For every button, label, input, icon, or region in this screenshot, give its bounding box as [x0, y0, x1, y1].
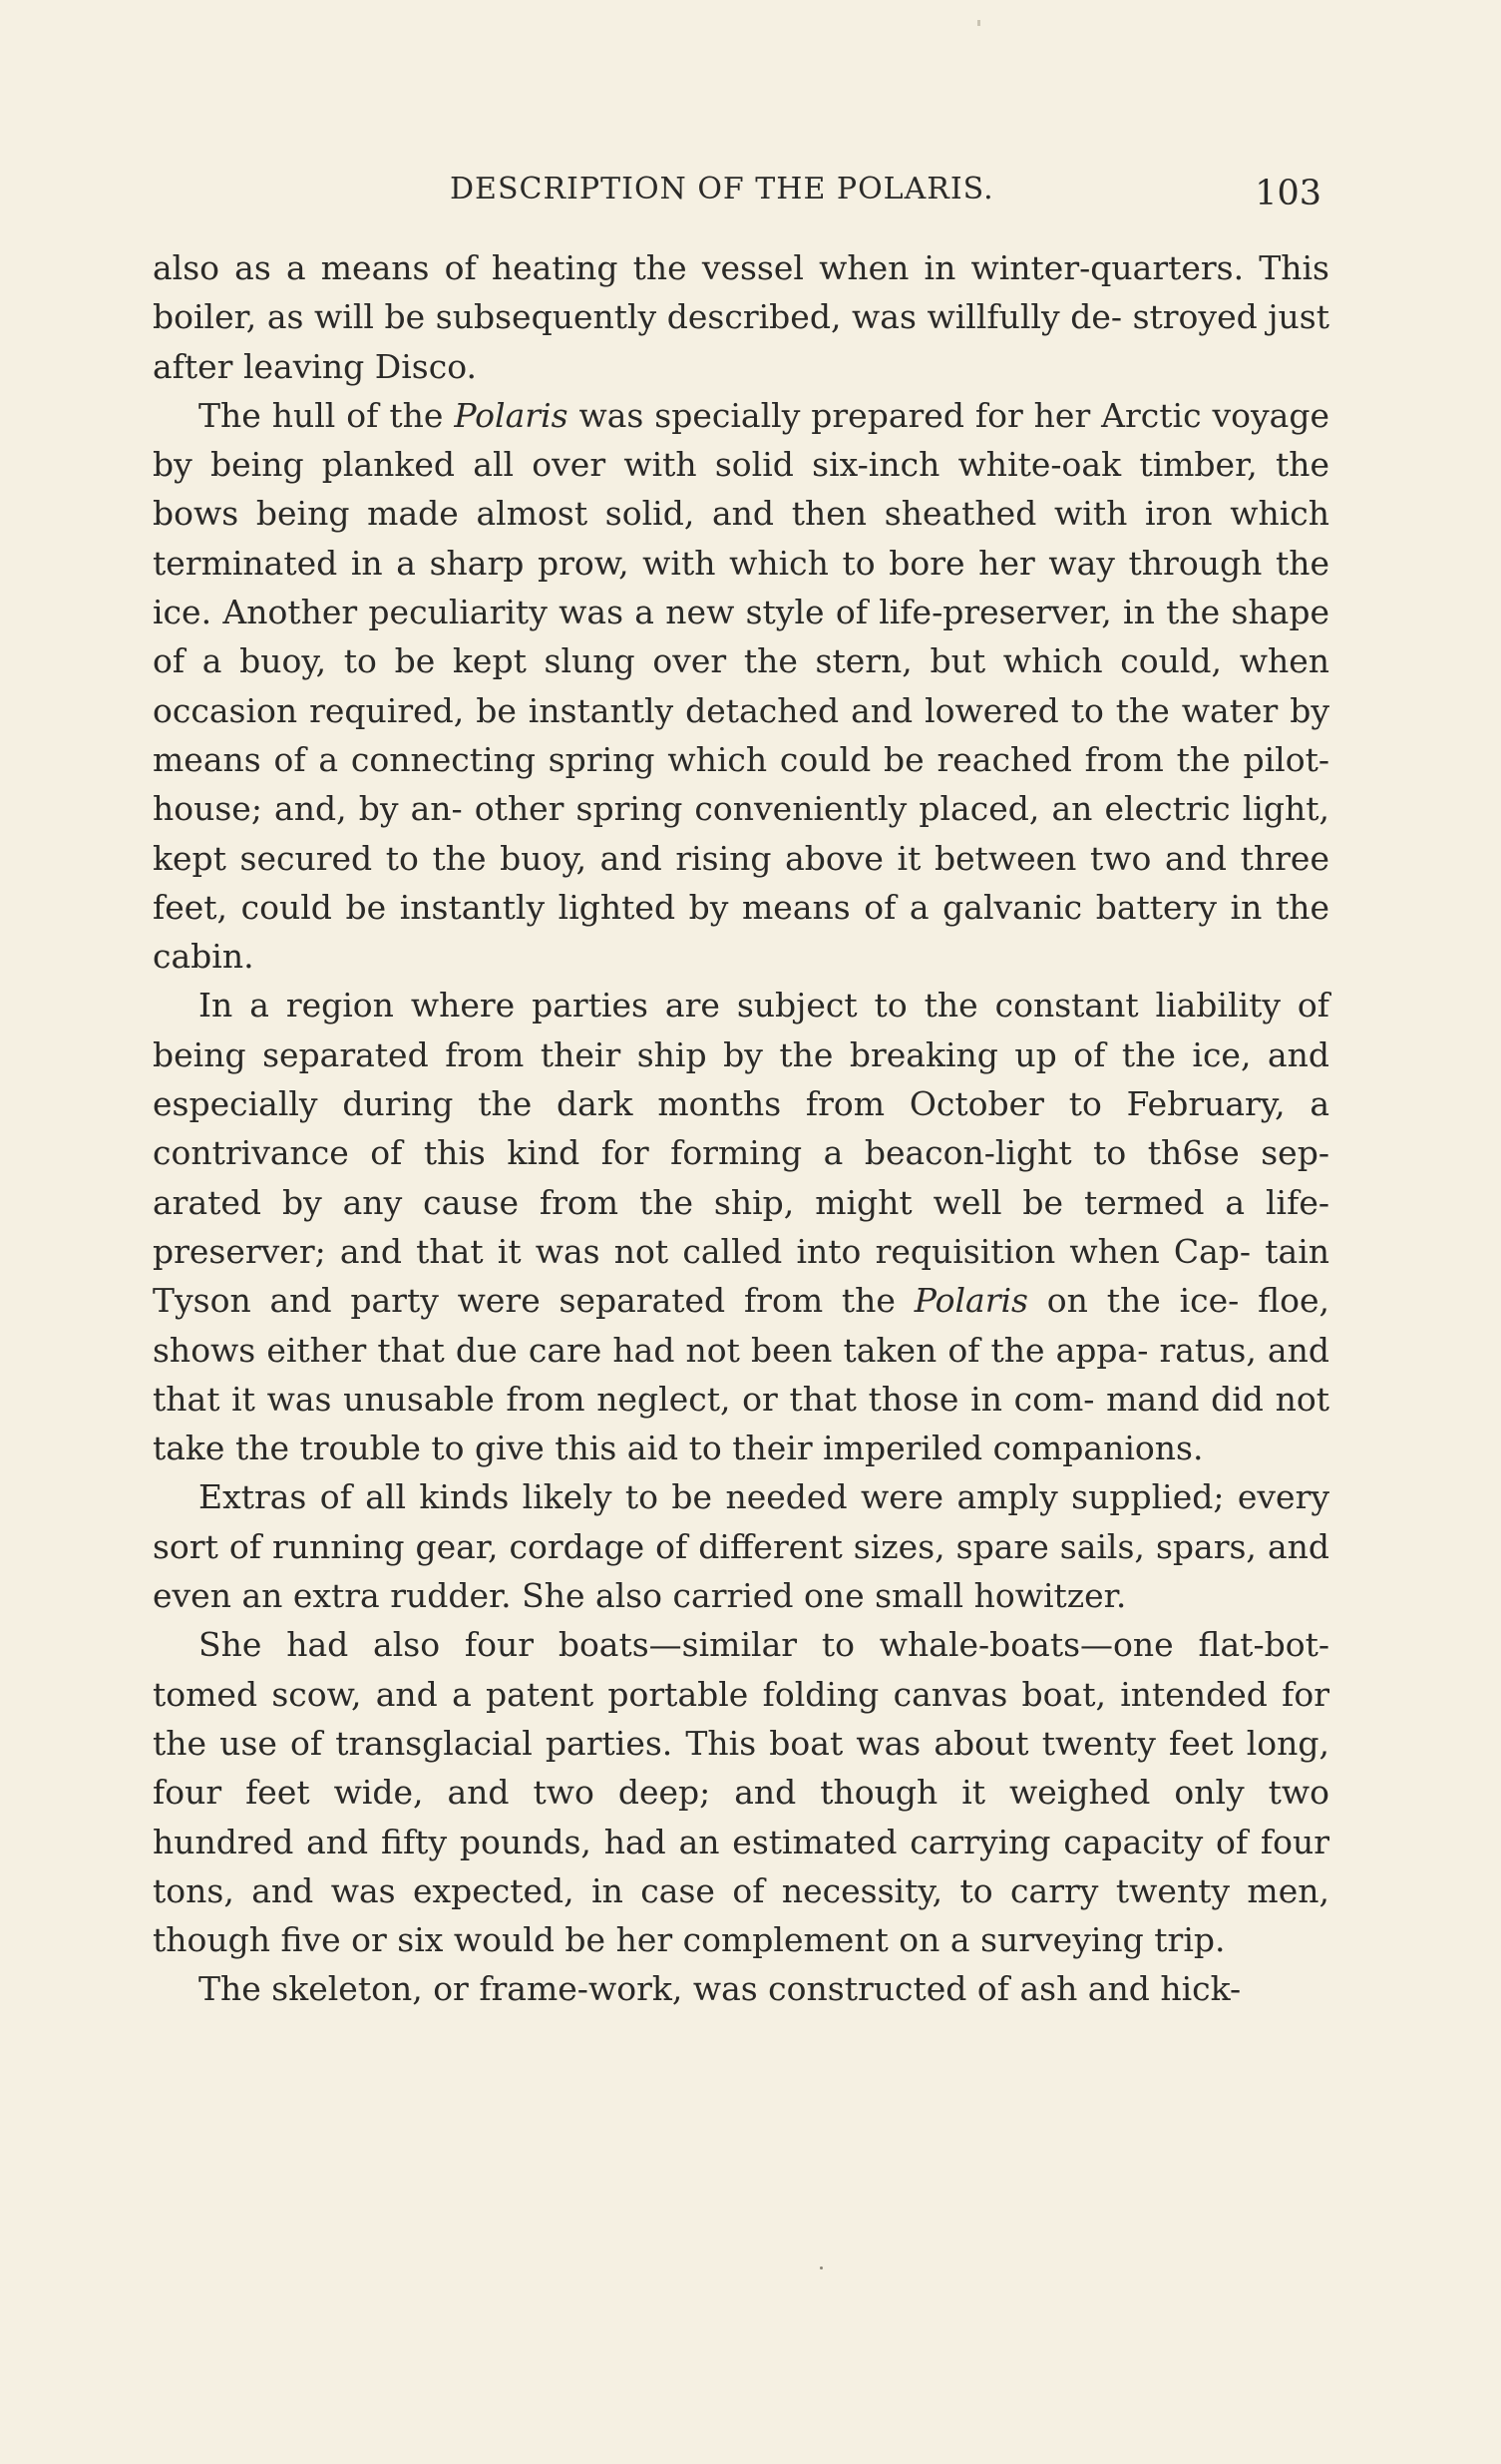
paragraph-text: Extras of all kinds likely to be needed were amply supplied; every sort of running gear, cordage of different sizes, spare sails, spars, and even an extra rudder. She also carried one small howitzer.: [153, 1477, 1329, 1616]
paragraph-text: was specially prepared for her Arctic voyage by being planked all over with solid six-inch white-oak timber, the bows being made almost solid, and then sheathed with iron which terminated in a sharp prow, with which to bore her way through the ice. Another peculiarity was a new style of life-preserver, in the shape of a buoy, to be kept slung over the stern, but which could, when occasion required, be instantly detached and lowered to the water by means of a connecting spring which could be reached from the pilot-house; and, by an- other spring conveniently placed, an electric light, kept secured to the buoy, and rising above it between two and three feet, could be instantly lighted by means of a galvanic battery in the cabin.: [153, 395, 1329, 977]
paragraph: [153, 243, 1329, 391]
running-title: DESCRIPTION OF THE POLARIS.: [450, 172, 994, 206]
paragraph: [153, 1472, 1329, 1620]
body-text: [153, 243, 1329, 2014]
paragraph: [153, 391, 1329, 982]
paragraph-text: also as a means of heating the vessel when in winter-quarters. This boiler, as will be subsequently described, was willfully de- stroyed just after leaving Disco.: [153, 248, 1329, 386]
paragraph-text: on the ice- floe, shows either that due care had not been taken of the appa- ratus, and that it was unusable from neglect, or that those in com- mand did not take the trouble to give this aid to their imperiled companions.: [153, 1281, 1329, 1468]
paragraph: [153, 1964, 1329, 2013]
paragraph-text: The skeleton, or frame-work, was constructed of ash and hick-: [198, 1969, 1242, 2009]
paragraph-text: In a region where parties are subject to the constant liability of being separated from their ship by the breaking up of the ice, and especially during the dark months from October to February, a contrivance of this kind for forming a beacon-light to th6se sep- arated by any cause from the ship, might well be termed a life- preserver; and that it was not called into requisition when Cap- tain Tyson and party were separated from the: [153, 986, 1329, 1321]
page-number: 103: [1255, 174, 1321, 213]
paragraph-text: The hull of the: [198, 395, 455, 435]
ship-name: Polaris: [914, 1281, 1028, 1321]
paragraph: [153, 981, 1329, 1472]
paper-speck: [977, 20, 980, 26]
paragraph: [153, 1620, 1329, 1964]
page-header: [153, 172, 1329, 221]
paragraph-text: She had also four boats—similar to whale-boats—one flat-bot- tomed scow, and a patent portable folding canvas boat, intended for the use of transglacial parties. This boat was about twenty feet long, four feet wide, and two deep; and though it weighed only two hundred and fifty pounds, had an estimated carrying capacity of four tons, and was expected, in case of necessity, to carry twenty men, though five or six would be her complement on a surveying trip.: [153, 1625, 1329, 1960]
ship-name: Polaris: [454, 395, 568, 435]
ink-mark: [820, 2266, 823, 2269]
